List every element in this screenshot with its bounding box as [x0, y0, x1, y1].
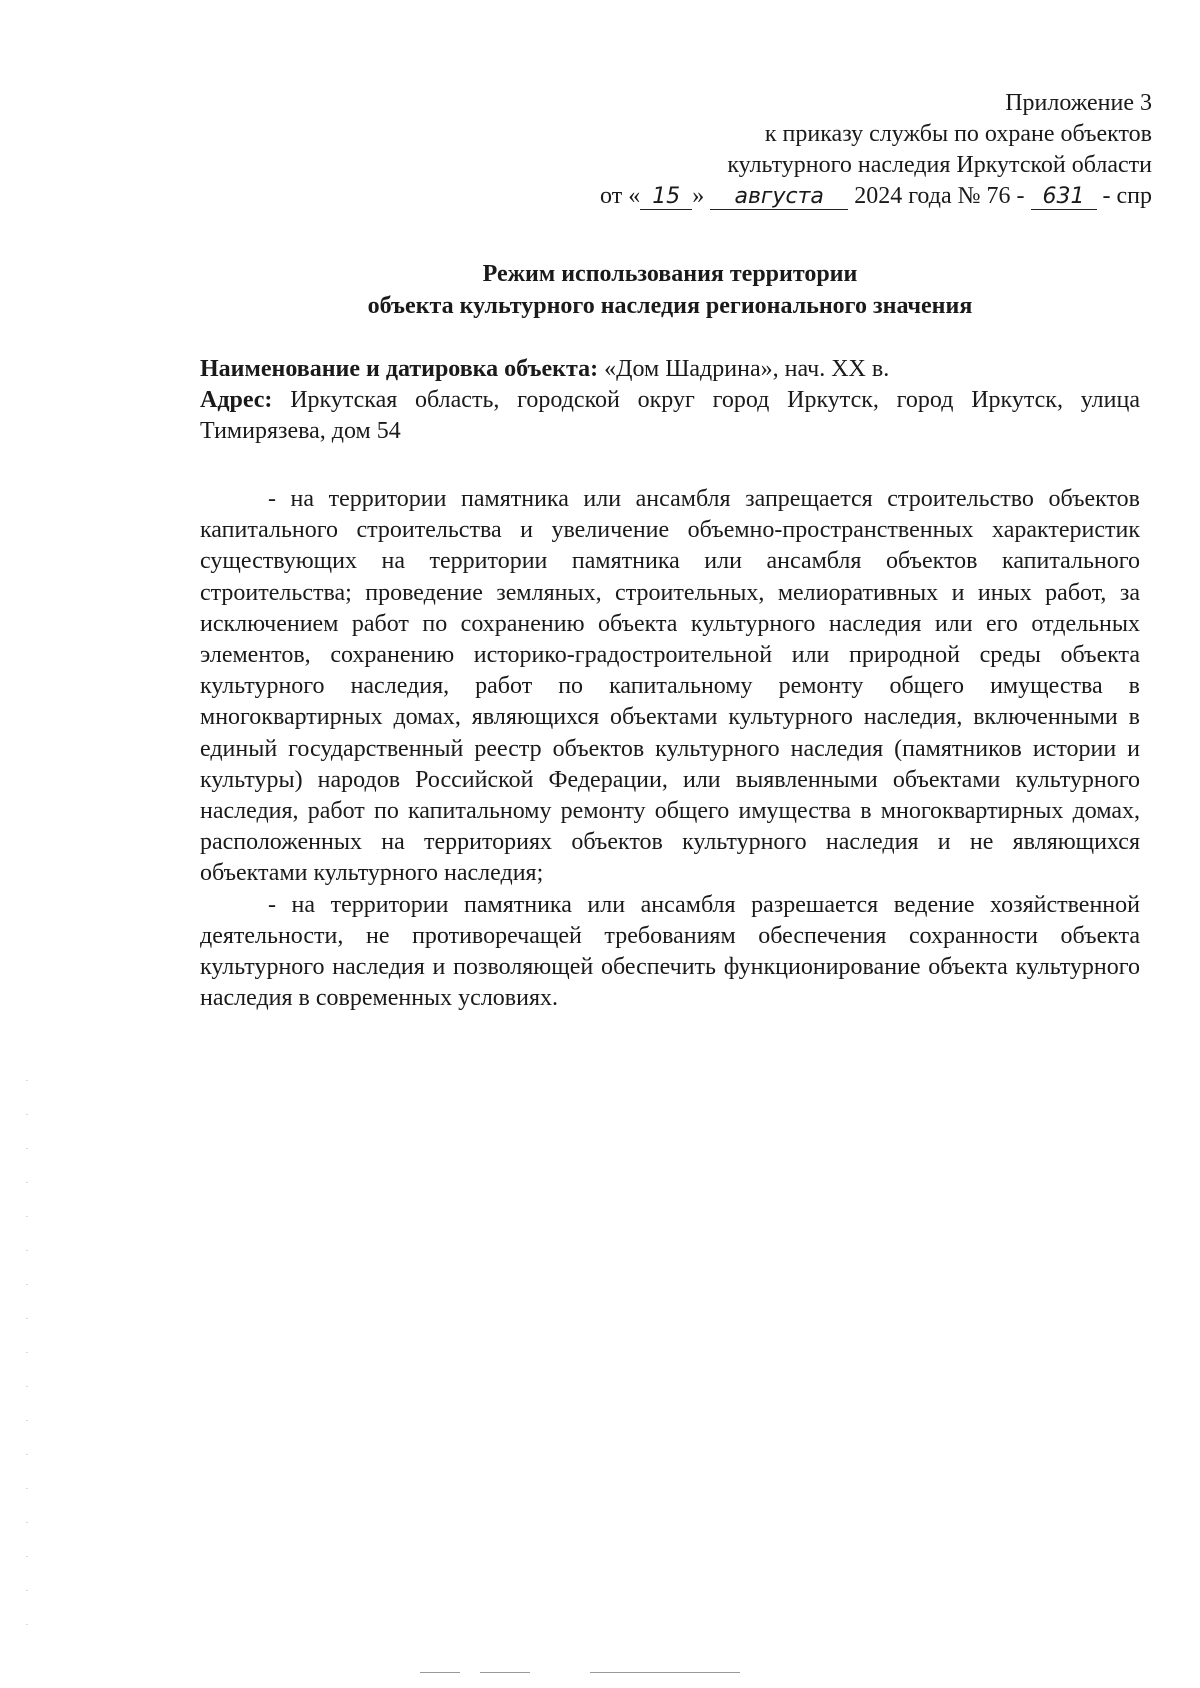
- title-line-2: объекта культурного наследия регионального значения: [367, 293, 973, 319]
- object-name-row: [200, 354, 1140, 385]
- handwritten-day: 15: [640, 185, 692, 210]
- regime-permissions-paragraph: - на территории памятника или ансамбля разрешается ведение хозяйственной деятельности, не противоречащей требованиям обеспечения сохранности объекта культурного наследия и позволяющей обеспечить функционирование объекта культурного наследия в современных условиях.: [200, 891, 1140, 1012]
- regime-text: [200, 484, 1140, 1014]
- object-address-label: Адрес:: [200, 387, 273, 413]
- object-address-row: [200, 385, 1140, 447]
- footer-dash: [480, 1672, 530, 1673]
- appendix-issuer: культурного наследия Иркутской области: [727, 152, 1152, 178]
- scan-edge-marks: [26, 1080, 28, 1640]
- date-quote-close: »: [692, 183, 705, 209]
- object-address-value: Иркутская область, городской округ город Иркутск, город Иркутск, улица Тимирязева, дом 54: [200, 387, 1141, 444]
- date-prefix: от «: [600, 183, 641, 209]
- object-details: [200, 354, 1140, 447]
- footer-dash: [590, 1672, 740, 1673]
- title-line-1: Режим использования территории: [482, 261, 858, 287]
- object-name-label: Наименование и датировка объекта:: [200, 356, 599, 382]
- order-suffix: - спр: [1102, 183, 1152, 209]
- appendix-order-reference: к приказу службы по охране объектов: [764, 121, 1152, 147]
- footer-dash: [420, 1672, 460, 1673]
- scan-footer-marks: [420, 1672, 780, 1676]
- appendix-number: Приложение 3: [1005, 90, 1152, 116]
- object-name-value: «Дом Шадрина», нач. XX в.: [604, 356, 890, 382]
- handwritten-month: августа: [710, 185, 848, 210]
- document-title: [200, 258, 1140, 322]
- appendix-header: [512, 88, 1152, 212]
- handwritten-order-number: 631: [1031, 185, 1097, 210]
- appendix-date-line: [512, 181, 1152, 212]
- date-year: 2024 года № 76 -: [854, 183, 1025, 209]
- regime-prohibitions-paragraph: - на территории памятника или ансамбля запрещается строительство объектов капитального строительства и увеличение объемно-пространственных характеристик существующих на территории памятника или ансамбля объектов капитального строительства; проведение земляных, строительных, мелиоративных и иных работ, за исключением работ по сохранению объекта культурного наследия или его отдельных элементов, сохранению историко-градостроительной или природной среды объекта культурного наследия, работ по капитальному ремонту общего имущества в многоквартирных домах, являющихся объектами культурного наследия, включенными в единый государственный реестр объектов культурного наследия (памятников истории и культуры) народов Российской Федерации, или выявленными объектами культурного наследия, работ по капитальному ремонту общего имущества в многоквартирных домах, расположенных на территориях объектов культурного наследия и не являющихся объектами культурного наследия;: [200, 486, 1140, 887]
